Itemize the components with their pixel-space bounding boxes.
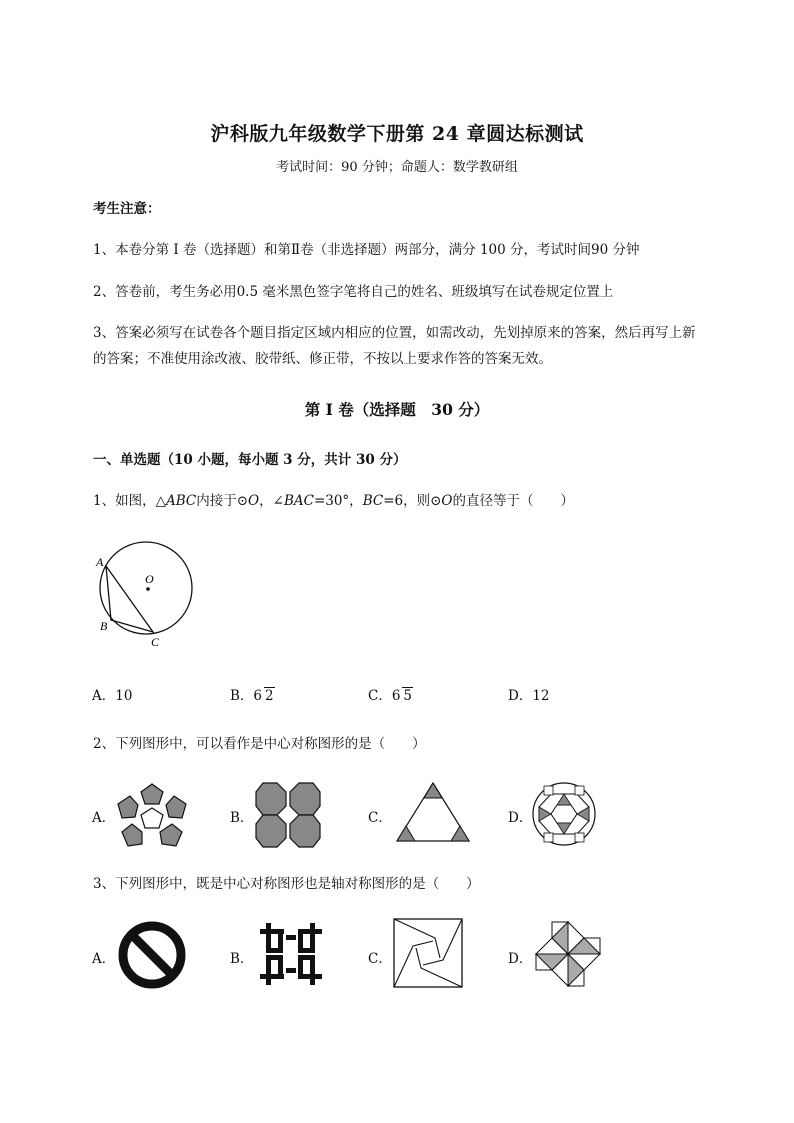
notice-item-1: 1、本卷分第 I 卷（选择题）和第Ⅱ卷（非选择题）两部分，满分 100 分，考试时间90 分钟: [93, 242, 640, 258]
section-title: 第 I 卷（选择题 30 分）: [304, 400, 490, 419]
notice-item-3: 3、答案必须写在试卷各个题目指定区域内相应的位置，如需改动，先划掉原来的答案，然后再写上新: [93, 325, 696, 341]
question-3-text: 3、下列图形中，既是中心对称图形也是轴对称图形的是（ ）: [93, 876, 480, 892]
question-1-text: 1、如图，△ABC内接于⊙O，∠BAC=30°，BC=6，则⊙O的直径等于（ ）: [93, 493, 574, 509]
q3-figure-b-pattern: [258, 921, 324, 987]
q3-figure-d-windmill: [534, 920, 602, 988]
q1-option-a: A．10: [92, 688, 133, 704]
q2-figure-c-triangle: [395, 781, 471, 843]
notice-heading: 考生注意：: [93, 201, 161, 217]
q2-label-c: C．: [368, 810, 392, 826]
exam-info: 考试时间：90 分钟；命题人：数学教研组: [276, 160, 518, 175]
label-o: O: [145, 572, 154, 586]
q2-label-b: B．: [230, 810, 254, 826]
q3-label-a: A．: [92, 951, 116, 967]
q3-figure-c-square-pinwheel: [393, 918, 463, 988]
q3-figure-a-prohibition: [117, 920, 187, 990]
q3-label-b: B．: [230, 951, 254, 967]
notice-item-3-cont: 的答案；不准使用涂改液、胶带纸、修正带，不按以上要求作答的答案无效。: [93, 351, 552, 367]
question-2-text: 2、下列图形中，可以看作是中心对称图形的是（ ）: [93, 736, 426, 752]
notice-item-2: 2、答卷前，考生务必用0.5 毫米黑色签字笔将自己的姓名、班级填写在试卷规定位置上: [93, 284, 614, 300]
q2-label-d: D．: [508, 810, 533, 826]
q1-option-b: B．6 2: [230, 688, 274, 704]
q2-figure-d-circle-pattern: [531, 781, 597, 847]
center-point: [146, 587, 150, 591]
q2-figure-a-pentagons: [116, 782, 188, 850]
q2-figure-b-octagons: [254, 781, 322, 849]
page-title: 沪科版九年级数学下册第 24 章圆达标测试: [210, 123, 584, 145]
part-heading: 一、单选题（10 小题，每小题 3 分，共计 30 分）: [93, 452, 407, 468]
q3-label-d: D．: [508, 951, 533, 967]
q2-label-a: A．: [92, 810, 116, 826]
q1-option-d: D．12: [508, 688, 550, 704]
q1-option-c: C．6 5: [368, 688, 413, 704]
label-b: B: [100, 619, 108, 633]
question-1-figure: [90, 540, 210, 660]
label-a: A: [96, 555, 104, 569]
label-c: C: [151, 635, 160, 649]
q3-label-c: C．: [368, 951, 392, 967]
